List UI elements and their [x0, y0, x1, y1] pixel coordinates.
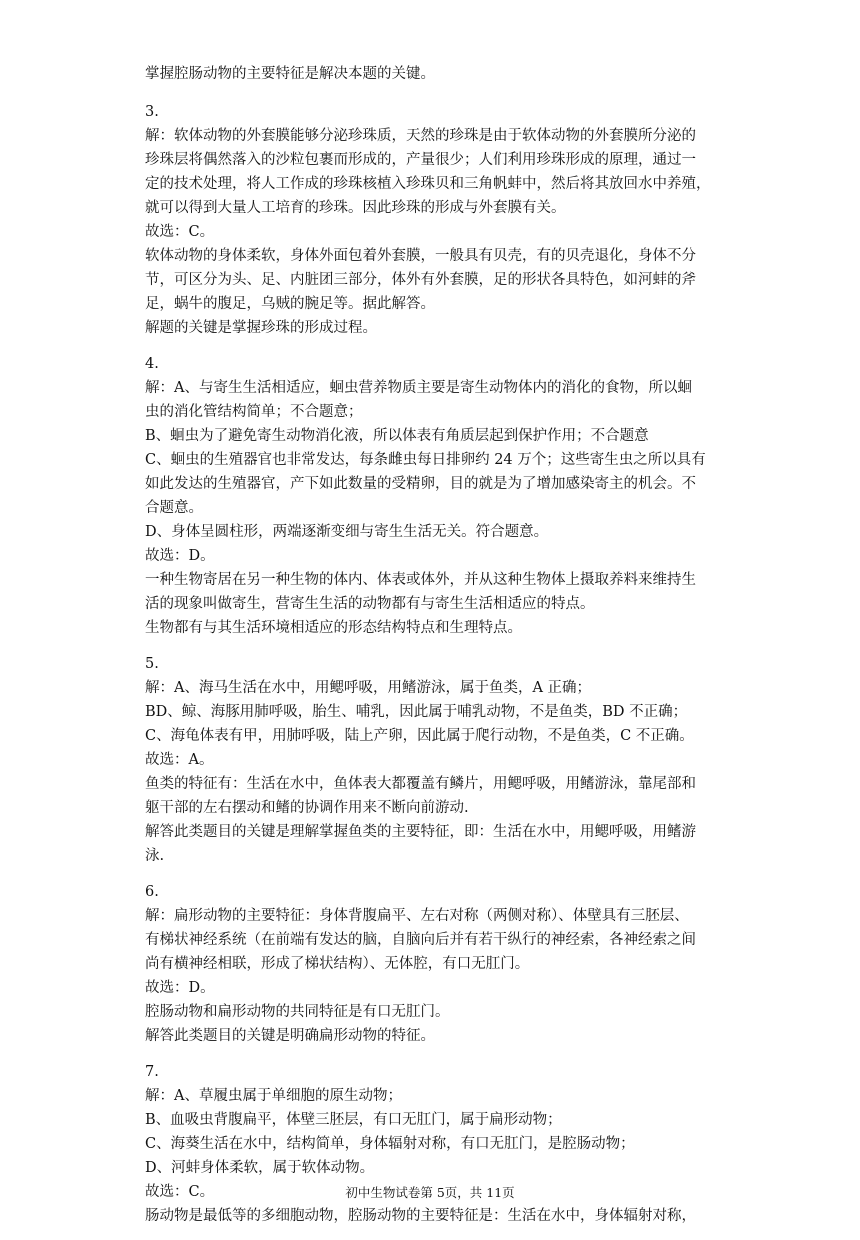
question-number: 6. [145, 884, 159, 900]
text-line: 生物都有与其生活环境相适应的形态结构特点和生理特点。 [145, 620, 522, 636]
text-line: 肠动物是最低等的多细胞动物，腔肠动物的主要特征是：生活在水中，身体辐射对称， [145, 1208, 696, 1224]
text-line: 软体动物的身体柔软，身体外面包着外套膜，一般具有贝壳，有的贝壳退化，身体不分 [145, 248, 696, 264]
text-line: B、血吸虫背腹扁平，体壁三胚层，有口无肛门，属于扁形动物； [145, 1112, 562, 1128]
answer-5 [145, 652, 745, 868]
text-line: 如此发达的生殖器官，产下如此数量的受精卵，目的就是为了增加感染寄主的机会。不 [145, 476, 696, 492]
text-line: B、蛔虫为了避免寄生动物消化液，所以体表有角质层起到保护作用；不合题意 [145, 428, 649, 444]
text-line: 解：A、与寄生生活相适应，蛔虫营养物质主要是寄生动物体内的消化的食物，所以蛔 [145, 380, 692, 396]
text-line: 定的技术处理，将人工作成的珍珠核植入珍珠贝和三角帆蚌中，然后将其放回水中养殖， [145, 176, 711, 192]
answer-3 [145, 100, 745, 340]
question-number: 7. [145, 1064, 159, 1080]
text-line: 尚有横神经相联，形成了梯状结构）、无体腔，有口无肛门。 [145, 956, 530, 972]
answer-7 [145, 1060, 745, 1228]
question-number: 4. [145, 356, 159, 372]
text-line: 就可以得到大量人工培育的珍珠。因此珍珠的形成与外套膜有关。 [145, 200, 566, 216]
text-line: 躯干部的左右摆动和鳍的协调作用来不断向前游动. [145, 800, 469, 816]
document-body [145, 62, 745, 1240]
text-line: 解题的关键是掌握珍珠的形成过程。 [145, 320, 377, 336]
text-line: 故选：C。 [145, 1184, 215, 1200]
answer-4 [145, 352, 745, 640]
text-line: 解答此类题目的关键是理解掌握鱼类的主要特征，即：生活在水中，用鳃呼吸，用鳍游 [145, 824, 696, 840]
question-number: 5. [145, 656, 159, 672]
text-line: 节，可区分为头、足、内脏团三部分，体外有外套膜，足的形状各具特色，如河蚌的斧 [145, 272, 696, 288]
text-line: 足，蜗牛的腹足，乌贼的腕足等。据此解答。 [145, 296, 435, 312]
text-line: 解：A、草履虫属于单细胞的原生动物； [145, 1088, 402, 1104]
text-line: 故选：D。 [145, 548, 215, 564]
text-line: 合题意。 [145, 500, 203, 516]
text-line: 解：A、海马生活在水中，用鳃呼吸，用鳍游泳，属于鱼类，A 正确； [145, 680, 592, 696]
text-line: 故选：D。 [145, 980, 215, 996]
text-line: 虫的消化管结构简单；不合题意； [145, 404, 363, 420]
text-line: 腔肠动物和扁形动物的共同特征是有口无肛门。 [145, 1004, 450, 1020]
text-line: 活的现象叫做寄生，营寄生生活的动物都有与寄生生活相适应的特点。 [145, 596, 595, 612]
page-footer: 初中生物试卷第 5页，共 11页 [345, 1185, 515, 1200]
text-line: 一种生物寄居在另一种生物的体内、体表或体外，并从这种生物体上摄取养料来维持生 [145, 572, 696, 588]
question-number: 3. [145, 104, 159, 120]
text-line: 有梯状神经系统（在前端有发达的脑，自脑向后并有若干纵行的神经索，各神经索之间 [145, 932, 696, 948]
text-line: 解答此类题目的关键是明确扁形动物的特征。 [145, 1028, 435, 1044]
text-line: 故选：A。 [145, 752, 214, 768]
text-line: D、身体呈圆柱形，两端逐渐变细与寄生生活无关。符合题意。 [145, 524, 549, 540]
text-line: 故选：C。 [145, 224, 215, 240]
intro-block [145, 62, 745, 86]
text-line: 珍珠层将偶然落入的沙粒包裹而形成的，产量很少；人们利用珍珠形成的原理，通过一 [145, 152, 696, 168]
text-line: 解：软体动物的外套膜能够分泌珍珠质，天然的珍珠是由于软体动物的外套膜所分泌的 [145, 128, 696, 144]
text-line: 解：扁形动物的主要特征：身体背腹扁平、左右对称（两侧对称）、体壁具有三胚层、 [145, 908, 689, 924]
text-line: 鱼类的特征有：生活在水中，鱼体表大都覆盖有鳞片，用鳃呼吸，用鳍游泳，靠尾部和 [145, 776, 696, 792]
text-line: BD、鲸、海豚用肺呼吸，胎生、哺乳，因此属于哺乳动物，不是鱼类，BD 不正确； [145, 704, 688, 720]
text-line: C、海龟体表有甲，用肺呼吸，陆上产卵，因此属于爬行动物，不是鱼类，C 不正确。 [145, 728, 694, 744]
text-line: C、蛔虫的生殖器官也非常发达，每条雌虫每日排卵约 24 万个；这些寄生虫之所以具有 [145, 452, 706, 468]
text-line: 泳. [145, 848, 165, 864]
text-line: 掌握腔肠动物的主要特征是解决本题的关键。 [145, 66, 435, 82]
text-line: C、海葵生活在水中，结构简单，身体辐射对称，有口无肛门，是腔肠动物； [145, 1136, 635, 1152]
text-line: D、河蚌身体柔软，属于软体动物。 [145, 1160, 375, 1176]
answer-6 [145, 880, 745, 1048]
